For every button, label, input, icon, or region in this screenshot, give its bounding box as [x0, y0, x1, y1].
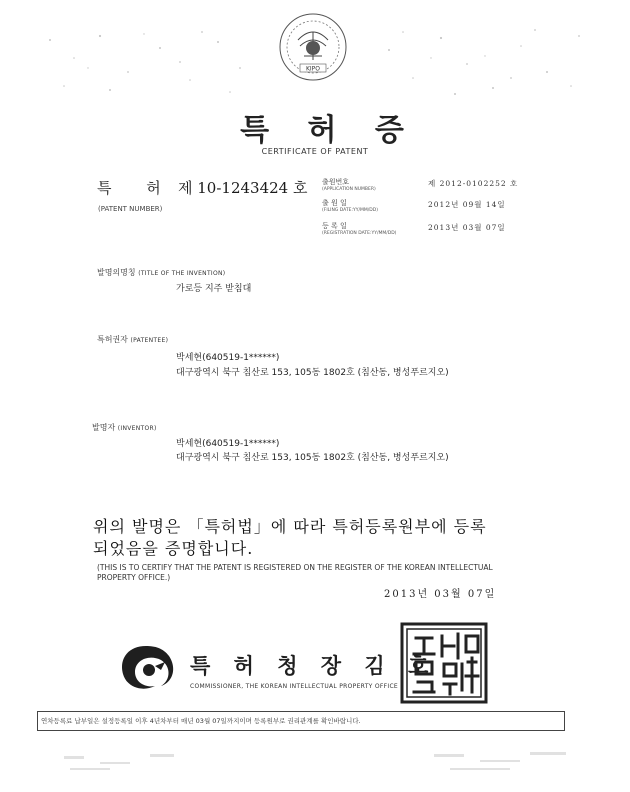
patent-number-value: 제 10-1243424 호 [178, 179, 308, 197]
inventor-name: 박세현(640519-1******) [176, 439, 280, 449]
patentee-label-ko: 특허권자 [97, 335, 128, 344]
certificate-subtitle: CERTIFICATE OF PATENT [261, 147, 369, 156]
invention-title-value: 가로등 지주 받침대 [176, 284, 252, 294]
scan-noise-right [375, 28, 595, 98]
application-number-value: 제 2012-0102252 호 [428, 179, 519, 188]
kipo-logo-icon [115, 642, 177, 694]
filing-date-label: 출 원 일 [322, 199, 347, 207]
registration-date-label-en: (REGISTRATION DATE:YY/MM/DD) [322, 231, 397, 236]
registration-date-value: 2013년 03월 07일 [428, 223, 506, 232]
application-number-label-en: (APPLICATION NUMBER) [322, 187, 376, 192]
patentee-label-en: (PATENTEE) [130, 337, 169, 344]
official-seal-icon [398, 622, 490, 704]
invention-title-label-ko: 발명의명칭 [97, 268, 136, 277]
filing-date-label-en: (FILING DATE:YY/MM/DD) [322, 208, 378, 213]
inventor-label-en: (INVENTOR) [117, 425, 157, 432]
patentee-address: 대구광역시 북구 침산로 153, 105동 1802호 (침산동, 병성푸르지오) [176, 368, 449, 378]
commissioner-name: 특 허 청 장 김 호 [190, 653, 437, 678]
patentee-label [97, 334, 168, 345]
commissioner-title-en: COMMISSIONER, THE KOREAN INTELLECTUAL PROPERTY OFFICE [190, 683, 399, 690]
emblem-text: KIPO [305, 65, 321, 73]
certification-line-2: 되었음을 증명합니다. [93, 539, 254, 558]
annual-fee-notice: 연차등록료 납부일은 설정등록일 이후 4년차부터 매년 03월 07일까지이며 등록원부로 권리관계를 확인바랍니다. [41, 717, 361, 725]
filing-date-value: 2012년 09월 14일 [428, 200, 506, 209]
seal-text: 특허청장인 [441, 702, 447, 703]
application-number-label: 출원번호 [322, 178, 350, 186]
patent-number-label: 특 허 [97, 179, 176, 197]
invention-title-label [97, 267, 225, 278]
patentee-name: 박세현(640519-1******) [176, 353, 280, 363]
korean-emblem-icon [278, 12, 348, 82]
inventor-label [92, 422, 157, 433]
scan-noise-left [40, 28, 260, 98]
registration-date-label: 등 록 일 [322, 222, 347, 230]
inventor-label-ko: 발명자 [92, 423, 116, 432]
certification-line-1: 위의 발명은 「특허법」에 따라 특허등록원부에 등록 [93, 517, 487, 536]
issue-date: 2013년 03월 07일 [384, 589, 497, 600]
invention-title-label-en: (TITLE OF THE INVENTION) [138, 270, 226, 277]
patent-number-label-en: (PATENT NUMBER) [98, 205, 163, 213]
scan-noise-footer-right [430, 748, 580, 778]
certification-statement-en: (THIS IS TO CERTIFY THAT THE PATENT IS REGISTERED ON THE REGISTER OF THE KOREAN INTELLECTUAL PROPERTY OFFICE.) [97, 563, 493, 582]
scan-noise-footer-left [60, 748, 200, 778]
inventor-address: 대구광역시 북구 침산로 153, 105동 1802호 (침산동, 병성푸르지오) [176, 453, 449, 463]
certificate-title: 특 허 증 [240, 113, 418, 148]
